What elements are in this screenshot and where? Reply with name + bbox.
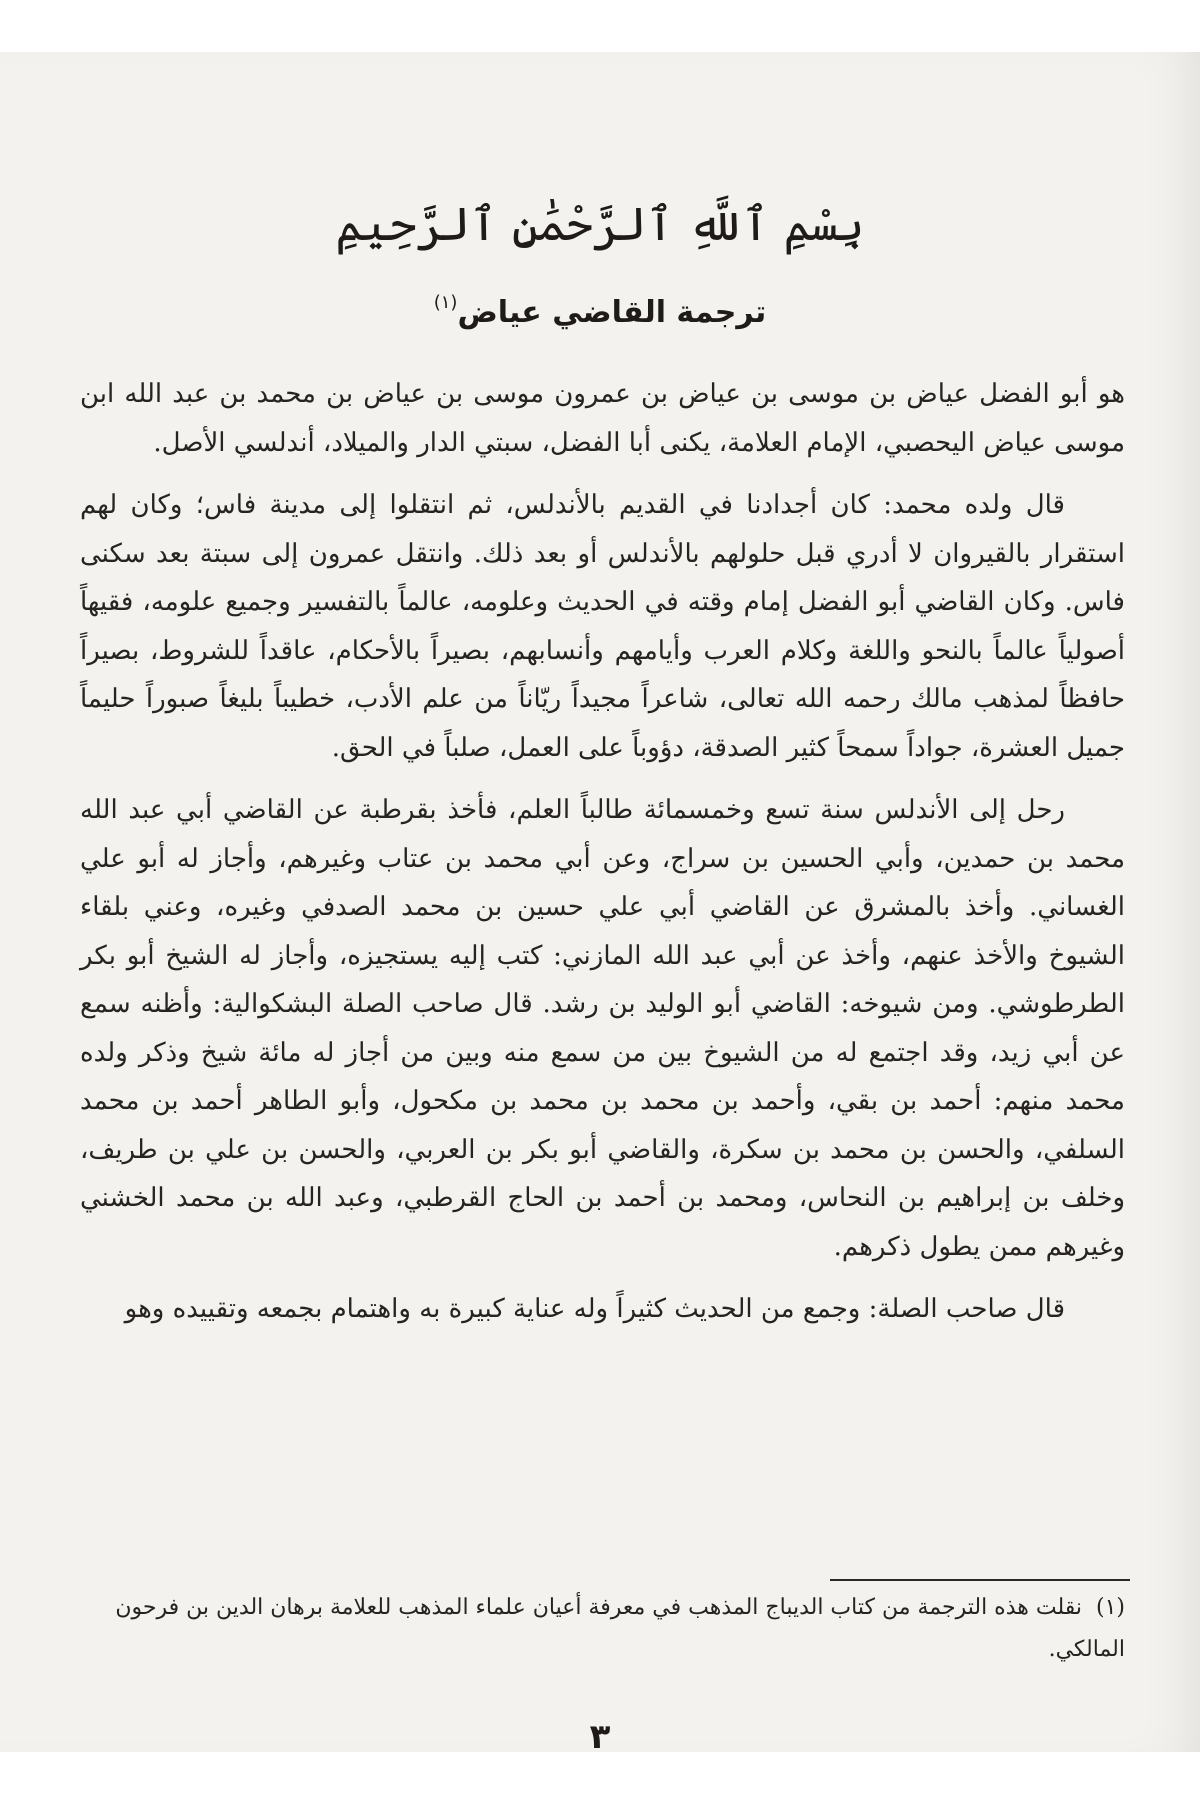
title-footnote-marker: (١) bbox=[433, 292, 458, 313]
paragraph-4: قال صاحب الصلة: وجمع من الحديث كثيراً وله عناية كبيرة به واهتمام بجمعه وتقييده وهو bbox=[124, 1294, 1065, 1324]
page-number: ٣ bbox=[589, 1717, 611, 1757]
paragraph-3: رحل إلى الأندلس سنة تسع وخمسمائة طالباً العلم، فأخذ بقرطبة عن القاضي أبي عبد الله محمد بن حمدين، وأبي الحسين بن سراج، وعن أبي محمد بن عتاب وغيرهم، وأجاز له أبو علي الغساني. وأخذ بالمشرق عن القاضي أبي علي حسين بن محمد الصدفي وغيره، وعني بلقاء الشيوخ والأخذ عنهم، وأخذ عن أبي عبد الله المازني: كتب إليه يستجيزه، وأجاز له الشيخ أبو بكر الطرطوشي. ومن شيوخه: القاضي أبو الوليد بن رشد. قال صاحب الصلة البشكوالية: وأظنه سمع عن أبي زيد، وقد اجتمع له من الشيوخ بين من سمع منه وبين من أجاز له مائة شيخ وذكر ولده محمد منهم: أحمد بن بقي، وأحمد بن محمد بن محمد بن مكحول، وأبو الطاهر أحمد بن محمد السلفي، والحسن بن محمد بن سكرة، والقاضي أبو بكر بن العربي، والحسن بن علي بن طريف، وخلف بن إبراهيم بن النحاس، ومحمد بن أحمد بن الحاج القرطبي، وعبد الله بن محمد الخشني وغيرهم ممن يطول ذكرهم. bbox=[80, 795, 1125, 1262]
page-title bbox=[0, 292, 1200, 330]
main-text bbox=[80, 370, 1125, 1348]
footnote-number: (١) bbox=[1095, 1595, 1125, 1620]
footnote-text: نقلت هذه الترجمة من كتاب الديباج المذهب في معرفة أعيان علماء المذهب للعلامة برهان الدين بن فرحون المالكي. bbox=[115, 1595, 1125, 1662]
title-text: ترجمة القاضي عياض bbox=[457, 295, 767, 330]
basmala-heading: بِسْمِ ٱللَّهِ ٱلرَّحْمَٰنِ ٱلرَّحِيمِ bbox=[335, 197, 865, 251]
footnote bbox=[80, 1587, 1125, 1671]
footnote-divider bbox=[830, 1579, 1130, 1581]
paragraph-1: هو أبو الفضل عياض بن موسى بن عياض بن عمرون موسى بن عياض بن محمد بن عبد الله ابن موسى عياض اليحصبي، الإمام العلامة، يكنى أبا الفضل، سبتي الدار والميلاد، أندلسي الأصل. bbox=[80, 379, 1125, 458]
book-page bbox=[0, 52, 1200, 1757]
paragraph-2: قال ولده محمد: كان أجدادنا في القديم بالأندلس، ثم انتقلوا إلى مدينة فاس؛ وكان لهم استقرار بالقيروان لا أدري قبل حلولهم بالأندلس أو بعد ذلك. وانتقل عمرون إلى سبتة بعد سكنى فاس. وكان القاضي أبو الفضل إمام وقته في الحديث وعلومه، عالماً بالتفسير وجميع علومه، فقيهاً أصولياً عالماً بالنحو واللغة وكلام العرب وأيامهم وأنسابهم، بصيراً بالأحكام، عاقداً للشروط، بصيراً حافظاً لمذهب مالك رحمه الله تعالى، شاعراً مجيداً ريّاناً من علم الأدب، خطيباً بليغاً صبوراً حليماً جميل العشرة، جواداً سمحاً كثير الصدقة، دؤوباً على العمل، صلباً في الحق. bbox=[80, 490, 1125, 763]
